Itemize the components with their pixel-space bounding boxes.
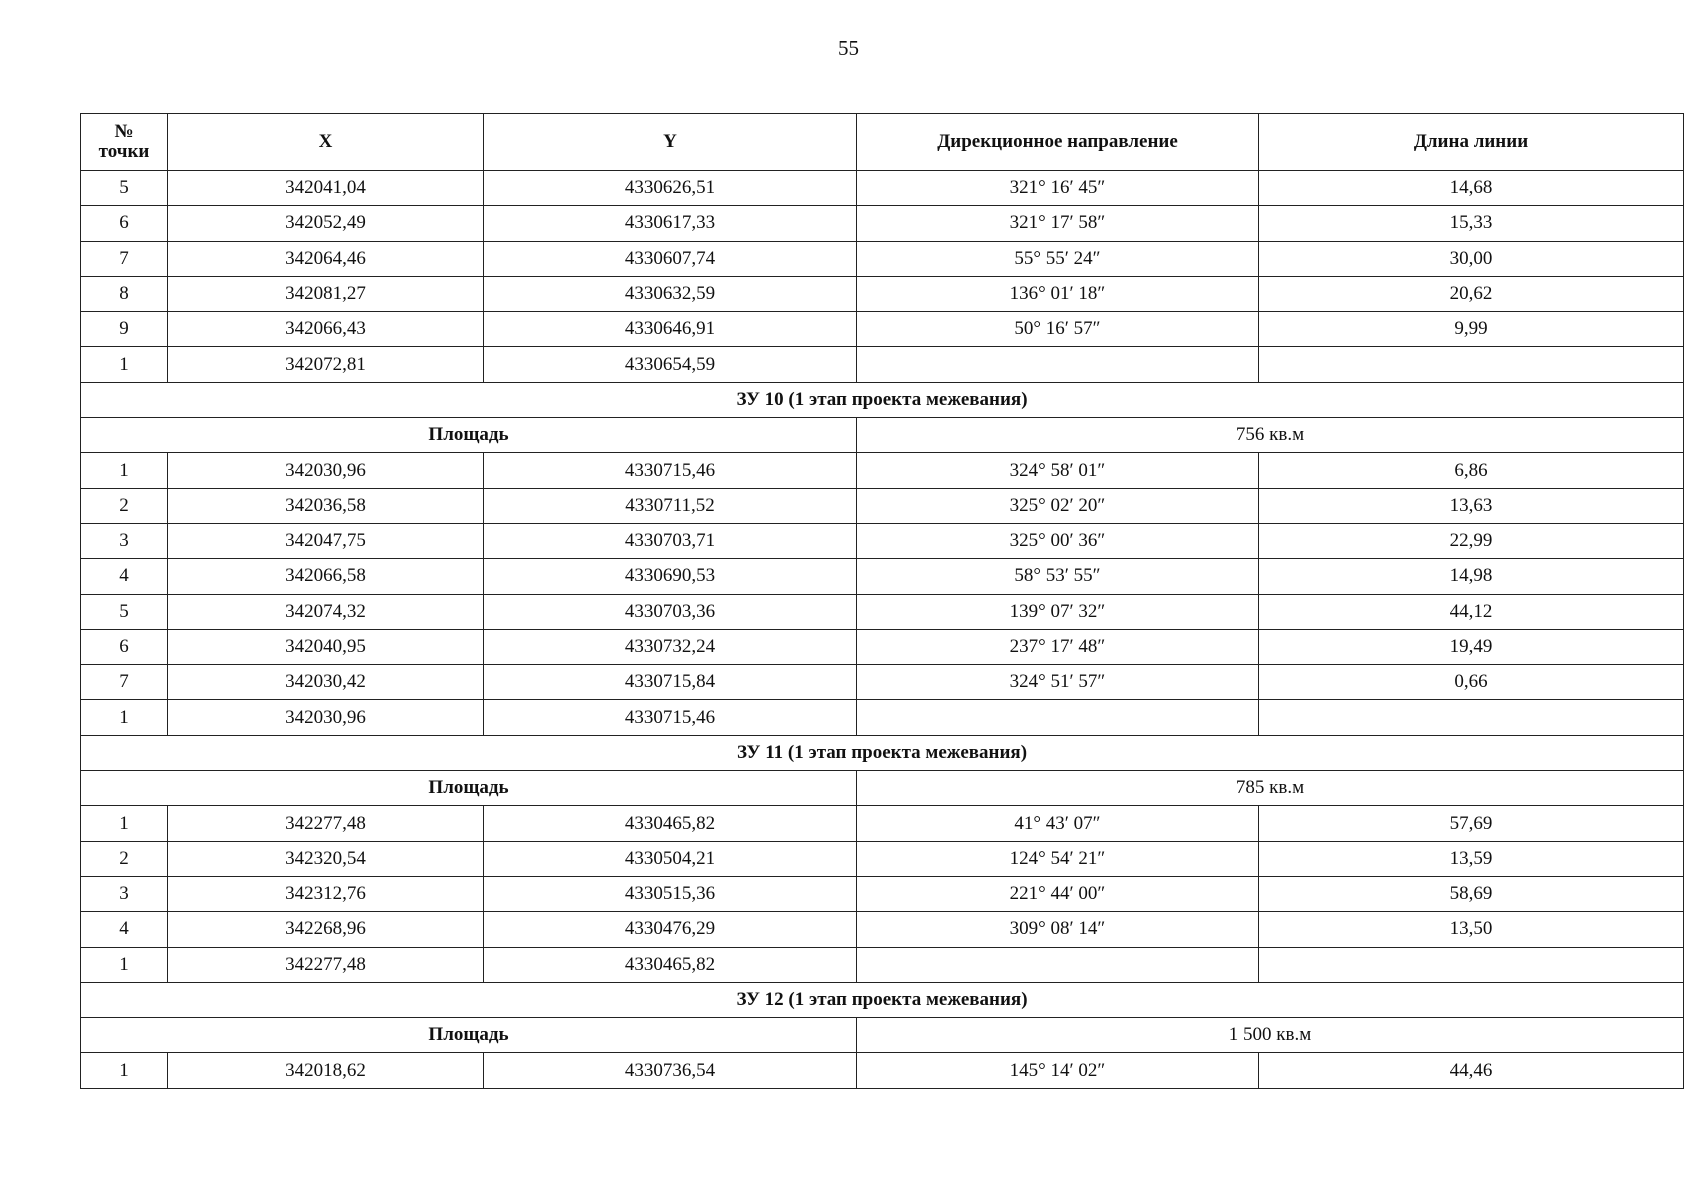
header-direction: Дирекционное направление — [857, 114, 1259, 171]
cell-point-number: 2 — [81, 488, 168, 523]
cell-length: 0,66 — [1259, 665, 1684, 700]
cell-point-number: 2 — [81, 841, 168, 876]
table-row — [81, 806, 1684, 841]
table-row — [81, 912, 1684, 947]
cell-direction: 321° 17′ 58″ — [857, 206, 1259, 241]
area-value: 785 кв.м — [857, 771, 1684, 806]
cell-point-number: 1 — [81, 947, 168, 982]
section-title-row — [81, 982, 1684, 1017]
table-row — [81, 488, 1684, 523]
area-value: 756 кв.м — [857, 418, 1684, 453]
cell-direction — [857, 947, 1259, 982]
cell-x: 342030,96 — [168, 700, 484, 735]
cell-direction: 55° 55′ 24″ — [857, 241, 1259, 276]
cell-point-number: 4 — [81, 912, 168, 947]
cell-length — [1259, 347, 1684, 382]
area-label: Площадь — [81, 771, 857, 806]
cell-y: 4330732,24 — [484, 629, 857, 664]
cell-x: 342320,54 — [168, 841, 484, 876]
cell-direction: 139° 07′ 32″ — [857, 594, 1259, 629]
cell-direction: 309° 08′ 14″ — [857, 912, 1259, 947]
cell-direction: 58° 53′ 55″ — [857, 559, 1259, 594]
cell-x: 342030,42 — [168, 665, 484, 700]
area-label: Площадь — [81, 418, 857, 453]
section-title-row — [81, 735, 1684, 770]
cell-length: 6,86 — [1259, 453, 1684, 488]
page-number: 55 — [838, 36, 859, 60]
area-row — [81, 771, 1684, 806]
table-row — [81, 700, 1684, 735]
cell-direction: 221° 44′ 00″ — [857, 876, 1259, 911]
cell-x: 342047,75 — [168, 523, 484, 558]
cell-length: 14,68 — [1259, 171, 1684, 206]
cell-x: 342081,27 — [168, 276, 484, 311]
cell-direction: 41° 43′ 07″ — [857, 806, 1259, 841]
cell-direction: 237° 17′ 48″ — [857, 629, 1259, 664]
cell-length: 44,46 — [1259, 1053, 1684, 1088]
header-x: X — [168, 114, 484, 171]
cell-point-number: 5 — [81, 171, 168, 206]
cell-point-number: 1 — [81, 806, 168, 841]
area-row — [81, 1018, 1684, 1053]
table-row — [81, 241, 1684, 276]
cell-point-number: 3 — [81, 876, 168, 911]
cell-y: 4330476,29 — [484, 912, 857, 947]
cell-y: 4330715,46 — [484, 453, 857, 488]
header-point-number-line1: № — [114, 121, 134, 143]
cell-x: 342064,46 — [168, 241, 484, 276]
cell-y: 4330736,54 — [484, 1053, 857, 1088]
cell-y: 4330465,82 — [484, 806, 857, 841]
table-body — [81, 171, 1684, 1089]
cell-x: 342052,49 — [168, 206, 484, 241]
section-title: ЗУ 10 (1 этап проекта межевания) — [81, 382, 1684, 417]
header-point-number-line2: точки — [98, 141, 150, 162]
cell-x: 342072,81 — [168, 347, 484, 382]
cell-x: 342018,62 — [168, 1053, 484, 1088]
cell-point-number: 9 — [81, 312, 168, 347]
section-title-row — [81, 382, 1684, 417]
cell-direction: 136° 01′ 18″ — [857, 276, 1259, 311]
cell-y: 4330703,71 — [484, 523, 857, 558]
cell-point-number: 4 — [81, 559, 168, 594]
cell-direction: 321° 16′ 45″ — [857, 171, 1259, 206]
cell-y: 4330711,52 — [484, 488, 857, 523]
coordinates-table — [80, 113, 1684, 1089]
cell-x: 342066,43 — [168, 312, 484, 347]
table-row — [81, 347, 1684, 382]
cell-direction: 145° 14′ 02″ — [857, 1053, 1259, 1088]
cell-point-number: 8 — [81, 276, 168, 311]
cell-y: 4330715,84 — [484, 665, 857, 700]
cell-length: 13,63 — [1259, 488, 1684, 523]
table-row — [81, 453, 1684, 488]
cell-point-number: 1 — [81, 453, 168, 488]
cell-point-number: 5 — [81, 594, 168, 629]
cell-y: 4330504,21 — [484, 841, 857, 876]
cell-length — [1259, 947, 1684, 982]
cell-point-number: 6 — [81, 629, 168, 664]
table-row — [81, 1053, 1684, 1088]
cell-length: 14,98 — [1259, 559, 1684, 594]
cell-point-number: 1 — [81, 1053, 168, 1088]
cell-length: 19,49 — [1259, 629, 1684, 664]
section-title: ЗУ 11 (1 этап проекта межевания) — [81, 735, 1684, 770]
table-row — [81, 312, 1684, 347]
header-length: Длина линии — [1259, 114, 1684, 171]
area-label: Площадь — [81, 1018, 857, 1053]
cell-direction: 325° 02′ 20″ — [857, 488, 1259, 523]
table-row — [81, 665, 1684, 700]
header-y: Y — [484, 114, 857, 171]
cell-length: 13,50 — [1259, 912, 1684, 947]
cell-length: 58,69 — [1259, 876, 1684, 911]
cell-y: 4330703,36 — [484, 594, 857, 629]
cell-x: 342312,76 — [168, 876, 484, 911]
cell-length: 15,33 — [1259, 206, 1684, 241]
cell-direction: 324° 58′ 01″ — [857, 453, 1259, 488]
cell-point-number: 1 — [81, 700, 168, 735]
cell-point-number: 1 — [81, 347, 168, 382]
cell-x: 342277,48 — [168, 947, 484, 982]
area-value: 1 500 кв.м — [857, 1018, 1684, 1053]
area-row — [81, 418, 1684, 453]
cell-point-number: 7 — [81, 241, 168, 276]
cell-direction: 124° 54′ 21″ — [857, 841, 1259, 876]
cell-length: 20,62 — [1259, 276, 1684, 311]
cell-length: 44,12 — [1259, 594, 1684, 629]
table-row — [81, 876, 1684, 911]
cell-x: 342066,58 — [168, 559, 484, 594]
cell-y: 4330646,91 — [484, 312, 857, 347]
table-row — [81, 947, 1684, 982]
cell-point-number: 3 — [81, 523, 168, 558]
cell-length: 9,99 — [1259, 312, 1684, 347]
header-point-number — [81, 114, 168, 171]
cell-y: 4330626,51 — [484, 171, 857, 206]
table-row — [81, 171, 1684, 206]
cell-direction: 50° 16′ 57″ — [857, 312, 1259, 347]
table-row — [81, 841, 1684, 876]
table-row — [81, 276, 1684, 311]
table-row — [81, 559, 1684, 594]
cell-y: 4330715,46 — [484, 700, 857, 735]
cell-length: 57,69 — [1259, 806, 1684, 841]
cell-y: 4330654,59 — [484, 347, 857, 382]
cell-direction: 324° 51′ 57″ — [857, 665, 1259, 700]
table-row — [81, 629, 1684, 664]
cell-y: 4330617,33 — [484, 206, 857, 241]
cell-direction: 325° 00′ 36″ — [857, 523, 1259, 558]
cell-length: 22,99 — [1259, 523, 1684, 558]
cell-y: 4330465,82 — [484, 947, 857, 982]
table-row — [81, 206, 1684, 241]
cell-length: 13,59 — [1259, 841, 1684, 876]
cell-x: 342277,48 — [168, 806, 484, 841]
cell-direction — [857, 347, 1259, 382]
cell-direction — [857, 700, 1259, 735]
cell-y: 4330515,36 — [484, 876, 857, 911]
cell-x: 342074,32 — [168, 594, 484, 629]
cell-y: 4330690,53 — [484, 559, 857, 594]
cell-length — [1259, 700, 1684, 735]
section-title: ЗУ 12 (1 этап проекта межевания) — [81, 982, 1684, 1017]
cell-y: 4330632,59 — [484, 276, 857, 311]
cell-x: 342268,96 — [168, 912, 484, 947]
cell-x: 342041,04 — [168, 171, 484, 206]
cell-x: 342030,96 — [168, 453, 484, 488]
table-row — [81, 594, 1684, 629]
table-row — [81, 523, 1684, 558]
table-header-row — [81, 114, 1684, 171]
cell-x: 342036,58 — [168, 488, 484, 523]
cell-y: 4330607,74 — [484, 241, 857, 276]
cell-point-number: 7 — [81, 665, 168, 700]
cell-point-number: 6 — [81, 206, 168, 241]
cell-length: 30,00 — [1259, 241, 1684, 276]
cell-x: 342040,95 — [168, 629, 484, 664]
